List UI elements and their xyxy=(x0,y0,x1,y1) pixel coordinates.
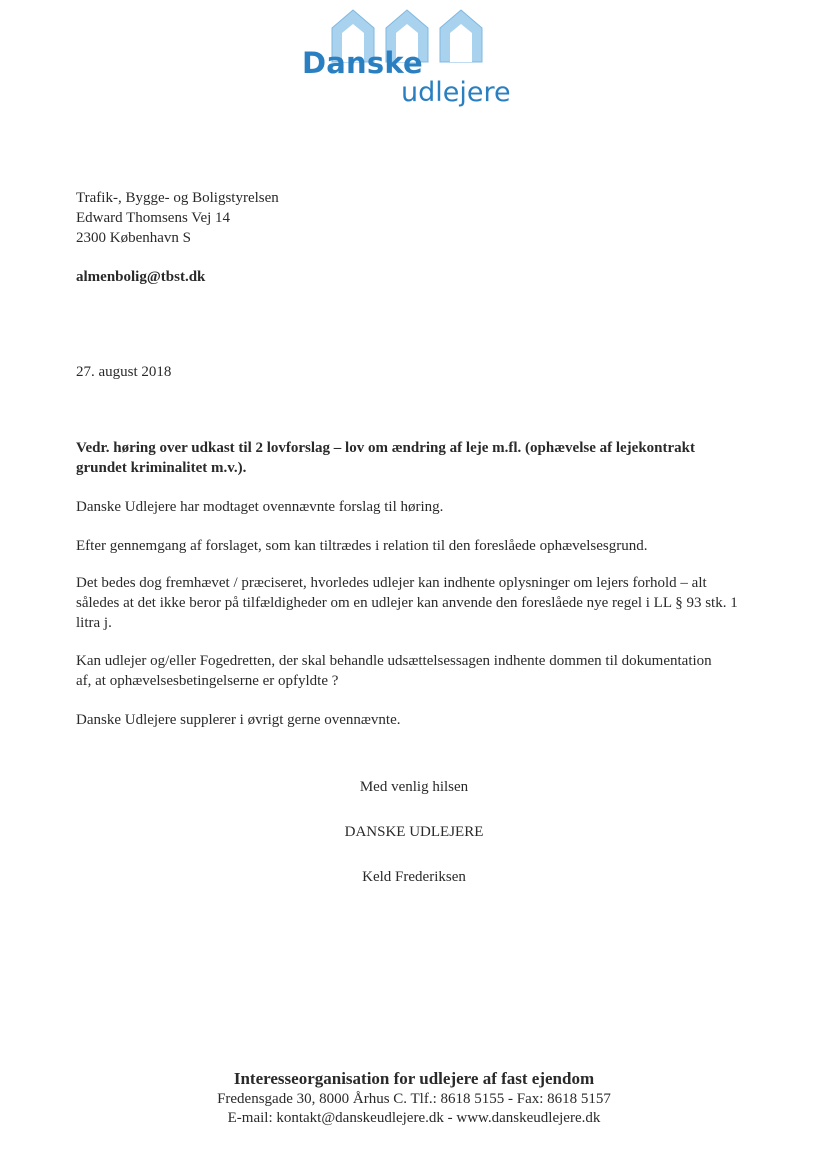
closing-greeting: Med venlig hilsen xyxy=(359,779,469,795)
footer-title: Interesseorganisation for udlejere af fast ejendom xyxy=(233,1069,595,1088)
paragraph-1: Danske Udlejere har modtaget ovennævnte forslag til høring. xyxy=(76,499,444,515)
paragraph-5: Danske Udlejere supplerer i øvrigt gerne ovennævnte. xyxy=(76,712,401,728)
recipient-street: Edward Thomsens Vej 14 xyxy=(76,210,231,226)
recipient-name: Trafik-, Bygge- og Boligstyrelsen xyxy=(76,190,279,206)
closing-signatory: Keld Frederiksen xyxy=(362,869,466,885)
letter-subject: Vedr. høring over udkast til 2 lovforslag – lov om ændring af leje m.fl. (ophævelse af lejekontrakt grundet kriminalitet m.v.). xyxy=(76,440,696,476)
recipient-email: almenbolig@tbst.dk xyxy=(76,269,206,285)
letter-date: 27. august 2018 xyxy=(76,364,172,380)
footer-address: Fredensgade 30, 8000 Århus C. Tlf.: 8618 5155 - Fax: 8618 5157 xyxy=(217,1091,611,1107)
closing-organization: DANSKE UDLEJERE xyxy=(344,824,484,840)
logo-wordmark-udlejere: udlejere xyxy=(401,77,511,108)
paragraph-3: Det bedes dog fremhævet / præciseret, hvorledes udlejer kan indhente oplysninger om lejers forhold – alt således at det ikke beror på tilfældigheder om en udlejer kan anvende den foreslåede nye regel i LL § 93 stk. 1 litra j. xyxy=(76,575,738,631)
footer-contact: E-mail: kontakt@danskeudlejere.dk - www.danskeudlejere.dk xyxy=(227,1110,601,1126)
recipient-city: 2300 København S xyxy=(76,230,191,246)
paragraph-2: Efter gennemgang af forslaget, som kan tiltrædes i relation til den foreslåede ophævelsesgrund. xyxy=(76,538,648,554)
recipient-address xyxy=(76,188,756,248)
logo xyxy=(300,6,540,106)
paragraph-4: Kan udlejer og/eller Fogedretten, der skal behandle udsættelsessagen indhente dommen til dokumentation af, at ophævelsesbetingelserne er opfyldte ? xyxy=(76,653,712,689)
logo-wordmark-danske: Danske xyxy=(302,46,423,80)
